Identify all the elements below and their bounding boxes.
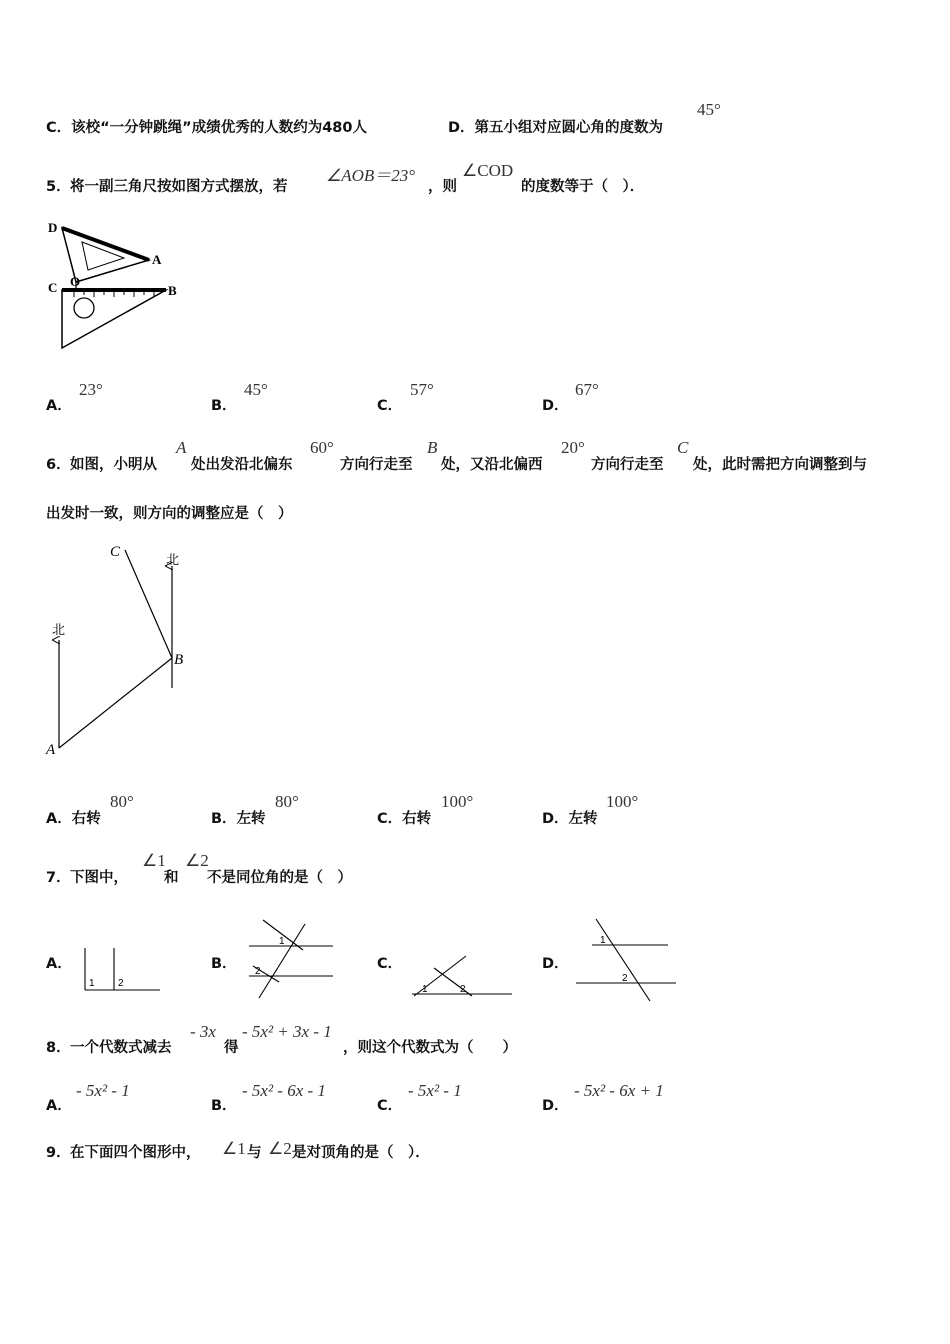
q5-option-a-value: 23°: [79, 380, 103, 399]
q7-s2: 和: [164, 870, 179, 886]
q8-s3: ，则这个代数式为（ ）: [343, 1040, 517, 1056]
svg-text:2: 2: [460, 984, 466, 995]
q8-option-b-value: - 5x² - 6x - 1: [242, 1081, 326, 1100]
q9-number: 9．: [46, 1145, 71, 1161]
label-a: A: [152, 252, 162, 267]
q5-option-a-label: A．: [46, 398, 72, 414]
q8-m1: - 3x: [190, 1022, 216, 1041]
large-set-square: [62, 290, 166, 348]
q8-number: 8．: [46, 1040, 71, 1056]
q5-number: 5．: [46, 179, 71, 195]
option-label: D．: [448, 120, 475, 136]
option-text: 该校“一分钟跳绳”成绩优秀的人数约为480人: [71, 120, 367, 136]
q6-s2: 处出发沿北偏东: [191, 457, 293, 473]
q6-direction-figure: [40, 540, 200, 760]
q4-d-math: 45°: [697, 100, 721, 119]
label-c: C: [48, 280, 58, 295]
q7-option-c-label: C．: [377, 956, 403, 972]
q6-m1: A: [176, 438, 187, 457]
ruler-edge-da: [62, 228, 149, 260]
q5-option-d-value: 67°: [575, 380, 599, 399]
q7-figure-a: [80, 940, 162, 995]
option-text: 第五小组对应圆心角的度数为: [474, 120, 664, 136]
north-label-b: 北: [166, 553, 180, 568]
q8-option-a-label: A．: [46, 1098, 72, 1114]
q5-stem-a: 将一副三角尺按如图方式摆放，若: [70, 179, 288, 195]
q8-s1: 一个代数式减去: [70, 1040, 172, 1056]
q6-s5: 方向行走至: [591, 457, 664, 473]
svg-text:2: 2: [255, 966, 261, 977]
q6-option-b: B．左转: [211, 811, 266, 827]
q5-option-c-label: C．: [377, 398, 403, 414]
small-set-square-inner: [82, 242, 124, 270]
label-b: B: [174, 652, 184, 668]
q7-figure-c: [408, 952, 516, 1002]
svg-text:1: 1: [89, 978, 95, 989]
svg-text:1: 1: [279, 936, 285, 947]
q4-option-d: [448, 116, 663, 137]
q8-option-c-value: - 5x² - 1: [408, 1081, 462, 1100]
q8-option-d-label: D．: [542, 1098, 569, 1114]
svg-text:2: 2: [622, 973, 628, 984]
q6-option-d-value: 100°: [606, 792, 639, 811]
q5-option-c-value: 57°: [410, 380, 434, 399]
label-a: A: [46, 742, 56, 758]
q7-s1: 下图中，: [70, 870, 128, 886]
north-label-a: 北: [52, 623, 66, 638]
q5-option-d-label: D．: [542, 398, 569, 414]
q5-math-aob: ∠AOB＝23°: [326, 166, 416, 185]
q9-m1: ∠1: [222, 1139, 246, 1158]
q6-m3: B: [427, 438, 438, 457]
q6-number: 6．: [46, 457, 71, 473]
q7-option-d-label: D．: [542, 956, 569, 972]
path-b-to-c: [125, 550, 172, 658]
label-b: B: [168, 283, 177, 298]
q6-line2: 出发时一致，则方向的调整应是（ ）: [46, 506, 293, 522]
q7-number: 7．: [46, 870, 71, 886]
path-a-to-b: [59, 658, 172, 748]
q5-stem-c: 的度数等于（ ）．: [521, 179, 645, 195]
q6-option-d: D．左转: [542, 811, 598, 827]
q7-m1: ∠1: [142, 851, 166, 870]
q6-s4: 处，又沿北偏西: [441, 457, 543, 473]
q8-option-b-label: B．: [211, 1098, 237, 1114]
q7-s3: 不是同位角的是（ ）: [207, 870, 352, 886]
q5-option-b-value: 45°: [244, 380, 268, 399]
q7-figure-d: [574, 915, 680, 1005]
q6-m5: C: [677, 438, 689, 457]
q8-option-c-label: C．: [377, 1098, 403, 1114]
q8-option-a-value: - 5x² - 1: [76, 1081, 130, 1100]
q6-option-b-value: 80°: [275, 792, 299, 811]
q6-s3: 方向行走至: [340, 457, 413, 473]
q9-s3: 是对顶角的是（ ）．: [292, 1145, 430, 1161]
q6-option-c-value: 100°: [441, 792, 474, 811]
label-o: O: [70, 274, 81, 289]
q5-option-b-label: B．: [211, 398, 237, 414]
q6-m4: 20°: [561, 438, 585, 457]
q6-option-a: A．右转: [46, 811, 101, 827]
q9-m2: ∠2: [268, 1139, 292, 1158]
q7-figure-b: [245, 916, 337, 1002]
q7-option-a-label: A．: [46, 956, 72, 972]
q6-s1: 如图，小明从: [70, 457, 157, 473]
label-c: C: [110, 544, 121, 560]
q7-m2: ∠2: [185, 851, 209, 870]
q4-option-c: [46, 116, 367, 137]
q6-s6: 处，此时需把方向调整到与: [693, 457, 867, 473]
svg-text:1: 1: [600, 935, 606, 946]
ruler-ticks: [74, 292, 154, 297]
q6-option-c: C．右转: [377, 811, 432, 827]
q8-s2: 得: [224, 1040, 239, 1056]
q9-s2: 与: [247, 1145, 262, 1161]
q6-m2: 60°: [310, 438, 334, 457]
q5-stem-b: ，则: [428, 179, 457, 195]
q8-option-d-value: - 5x² - 6x + 1: [574, 1081, 664, 1100]
label-d: D: [48, 220, 58, 235]
svg-text:2: 2: [118, 978, 124, 989]
q8-m2: - 5x² + 3x - 1: [242, 1022, 332, 1041]
q9-s1: 在下面四个图形中，: [70, 1145, 201, 1161]
option-label: C．: [46, 120, 72, 136]
q5-math-cod: ∠COD: [462, 161, 514, 180]
svg-text:1: 1: [422, 984, 428, 995]
q6-option-a-value: 80°: [110, 792, 134, 811]
q7-option-b-label: B．: [211, 956, 237, 972]
set-square-hole: [74, 298, 94, 318]
q5-triangle-figure: [44, 220, 194, 360]
